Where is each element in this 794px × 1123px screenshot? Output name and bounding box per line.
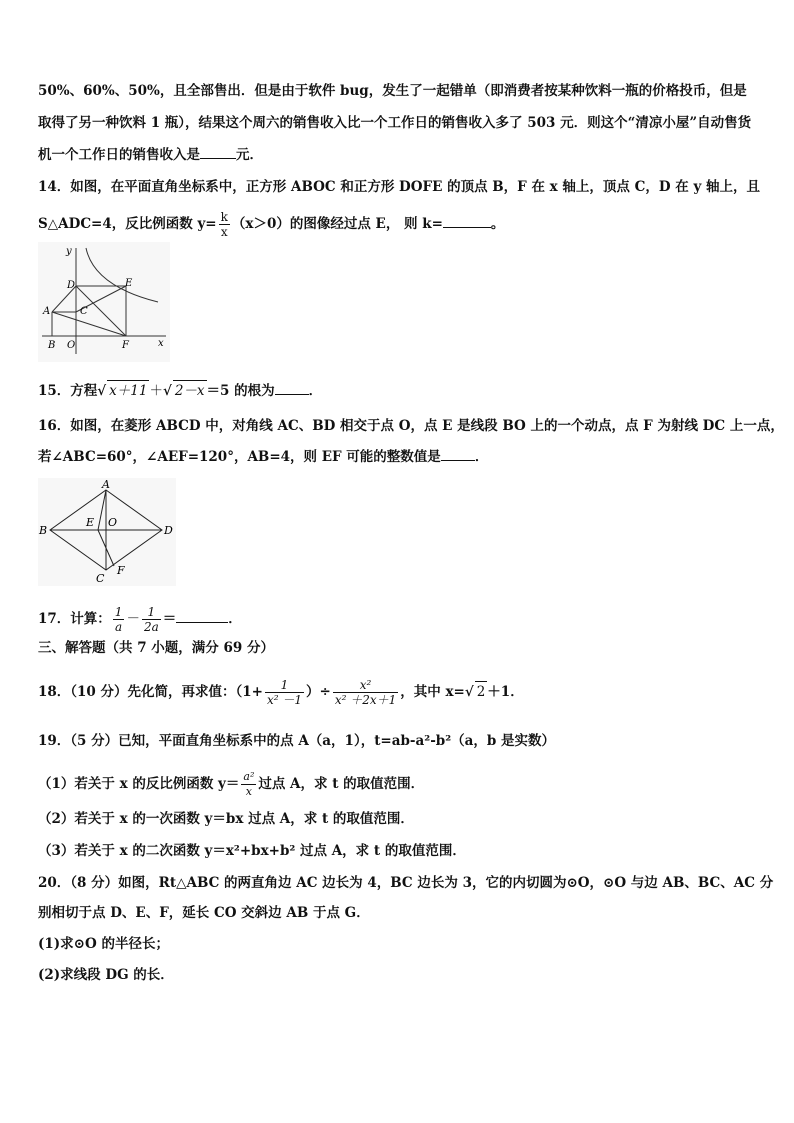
q14-fraction xyxy=(219,210,230,239)
q14-line-2 xyxy=(38,210,504,239)
label-a: A xyxy=(43,306,51,317)
q18-f2-num: x² xyxy=(333,678,398,693)
label-c: C xyxy=(80,306,88,317)
q13-line-3-suffix: 元． xyxy=(236,147,263,163)
q19-part-1 xyxy=(38,770,424,799)
q17-equals: ＝ xyxy=(162,611,177,627)
q17-suffix: ． xyxy=(228,611,242,627)
answer-blank[interactable] xyxy=(443,215,491,228)
q19-head: 19．（5 分）已知，平面直角坐标系中的点 A（a，1），t=ab-a²-b²（a，b 是实数） xyxy=(38,733,556,749)
q20-part-1: (1)求⊙O 的半径长； xyxy=(38,936,169,952)
label-d: D xyxy=(67,280,76,291)
q14-frac-num: k xyxy=(220,210,228,224)
label-c: C xyxy=(96,572,105,585)
label-b: B xyxy=(39,524,48,537)
q18-f1-den: x² －1 xyxy=(266,693,303,707)
label-y: y xyxy=(66,246,72,257)
label-f: F xyxy=(122,340,129,351)
answer-blank[interactable] xyxy=(275,382,309,395)
q14-frac-den: x xyxy=(220,225,228,239)
q18-f2-den: x² ＋2x＋1 xyxy=(334,693,397,707)
q18-where: ，其中 x= xyxy=(400,684,465,700)
hyperbola-curve xyxy=(86,248,158,302)
label-o: O xyxy=(67,340,76,351)
q17-line xyxy=(38,605,242,634)
q18-fraction-2 xyxy=(333,678,398,707)
q14-line-2-suffix: 。 xyxy=(490,216,505,232)
q13-line-1: 50%、60%、50%，且全部售出．但是由于软件 bug，发生了一起错单（即消费者按某种饮料一瓶的价格投币，但是 xyxy=(38,83,747,99)
q15-text: 15．方程 xyxy=(38,383,98,399)
q18-suffix: ＋1． xyxy=(487,684,524,700)
q19-p1-text: （1）若关于 x 的反比例函数 y＝ xyxy=(38,776,240,792)
q16-diagram xyxy=(38,478,176,586)
q19-part-2: （2）若关于 x 的一次函数 y＝bx 过点 A，求 t 的取值范围． xyxy=(38,811,414,827)
q17-fraction-2 xyxy=(142,605,161,634)
label-f: F xyxy=(117,564,125,577)
q20-part-2: (2)求线段 DG 的长． xyxy=(38,967,174,983)
q16-line-2-text: 若∠ABC=60°，∠AEF=120°，AB=4，则 EF 可能的整数值是 xyxy=(38,449,441,465)
q17-f2-num: 1 xyxy=(142,605,161,620)
q17-f1-den: a xyxy=(115,620,123,634)
answer-blank[interactable] xyxy=(200,146,236,159)
answer-blank[interactable] xyxy=(441,448,475,461)
q15-plus: ＋ xyxy=(149,383,163,399)
q19-p1-num: a² xyxy=(243,770,255,783)
segment-af xyxy=(52,312,126,336)
answer-blank[interactable] xyxy=(176,610,228,623)
q15-mid: ＝5 的根为 xyxy=(206,383,275,399)
q16-line-2 xyxy=(38,447,488,467)
q19-fraction xyxy=(241,770,256,799)
q14-diagram xyxy=(38,242,170,362)
q14-line-1: 14．如图，在平面直角坐标系中，正方形 ABOC 和正方形 DOFE 的顶点 B，F 在 x 轴上，顶点 C，D 在 y 轴上，且 xyxy=(38,179,761,195)
label-e: E xyxy=(86,516,95,529)
q17-f2-den: 2a xyxy=(143,620,159,634)
q18-f1-num: 1 xyxy=(265,678,304,693)
q19-p1-den: x xyxy=(245,785,252,798)
q17-f1-num: 1 xyxy=(114,605,123,619)
q19-part-3: （3）若关于 x 的二次函数 y＝x²+bx+b² 过点 A，求 t 的取值范围． xyxy=(38,843,466,859)
q20-line-2: 别相切于点 D、E、F，延长 CO 交斜边 AB 于点 G． xyxy=(38,905,370,921)
q20-line-1: 20．（8 分）如图，Rt△ABC 的两直角边 AC 边长为 4，BC 边长为 3，它的内切圆为⊙O，⊙O 与边 AB、BC、AC 分 xyxy=(38,875,774,891)
q17-minus: － xyxy=(126,611,140,627)
q15-radicand-2: 2－x xyxy=(173,380,207,401)
label-b: B xyxy=(48,340,56,351)
q13-line-3 xyxy=(38,145,263,165)
label-e: E xyxy=(125,278,133,289)
label-o: O xyxy=(108,516,118,529)
label-x: x xyxy=(158,338,164,349)
q13-line-3-text: 机一个工作日的销售收入是 xyxy=(38,147,200,163)
q15-line: 15．方程√ x＋11 ＋√ 2－x ＝5 的根为 ． xyxy=(38,380,322,401)
q18-fraction-1 xyxy=(265,678,304,707)
section-heading: 三、解答题（共 7 小题，满分 69 分） xyxy=(38,640,274,656)
q17-text: 17．计算： xyxy=(38,611,111,627)
q16-line-1: 16．如图，在菱形 ABCD 中，对角线 AC、BD 相交于点 O，点 E 是线段 BO 上的一个动点，点 F 为射线 DC 上一点， xyxy=(38,418,784,434)
q16-figure xyxy=(38,478,176,586)
q13-line-2: 取得了另一种饮料 1 瓶），结果这个周六的销售收入比一个工作日的销售收入多了 503 元．则这个“清凉小屋”自动售货 xyxy=(38,115,752,131)
q18-text: 18．（10 分）先化简，再求值：（1+ xyxy=(38,684,263,700)
q14-line-2-mid: （x＞0）的图像经过点 E， 则 k= xyxy=(231,216,443,232)
label-d: D xyxy=(164,524,173,537)
label-a: A xyxy=(102,478,110,491)
q14-line-2-text: S△ADC=4，反比例函数 y= xyxy=(38,216,217,232)
q18-mid: ）÷ xyxy=(306,684,331,700)
q18-line: 18．（10 分）先化简，再求值：（1+ $\frac{1}{\text{x² －1}}$ ）÷ $\frac{\text{x²}}{\text{x² ＋2x＋1}}$ ，其中 x=√ 2 ＋1． xyxy=(38,678,524,707)
q16-line-2-suffix: ． xyxy=(474,449,489,465)
q18-sqrt: 2 xyxy=(475,681,488,702)
q14-figure xyxy=(38,242,170,362)
q15-radicand-1: x＋11 xyxy=(107,380,149,401)
q17-fraction-1 xyxy=(113,605,125,634)
q15-suffix: ． xyxy=(308,383,323,399)
q19-p1-suffix: 过点 A，求 t 的取值范围． xyxy=(258,776,425,792)
segment-ae xyxy=(98,490,106,530)
